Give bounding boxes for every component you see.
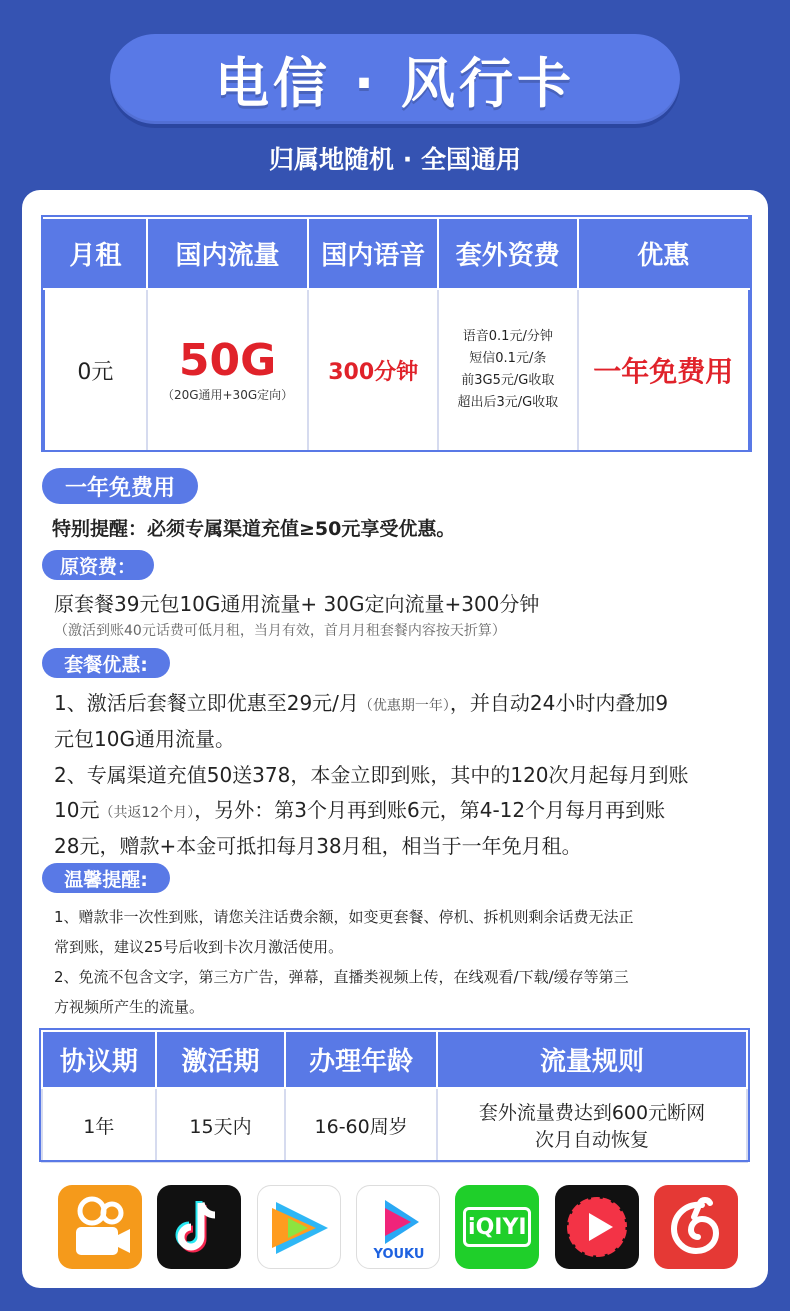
discount-line4 bbox=[54, 794, 665, 823]
discount-l4c: ，另外：第3个月再到账6元，第4-12个月每月再到账 bbox=[194, 798, 666, 822]
tencent-video-icon bbox=[257, 1185, 341, 1269]
tips-line3: 2、免流不包含文字，第三方广告，弹幕，直播类视频上传，在线观看/下载/缓存等第三 bbox=[54, 968, 629, 986]
fee-line: 前3G5元/G收取 bbox=[461, 373, 555, 388]
content-card bbox=[22, 190, 768, 1288]
tips-line1: 1、赠款非一次性到账，请您关注话费余额，如变更套餐、停机、拆机则剩余话费无法正 bbox=[54, 908, 634, 926]
discount-line5: 28元，赠款+本金可抵扣每月38月租，相当于一年免月租。 bbox=[54, 834, 582, 858]
promo-value: 一年免费用 bbox=[578, 289, 749, 451]
fees-cell bbox=[438, 289, 578, 451]
special-notice: 特别提醒：必须专属渠道充值≥50元享受优惠。 bbox=[52, 518, 456, 540]
original-tag: 原资费： bbox=[42, 550, 154, 580]
original-line2: （激活到账40元话费可低月租，当月有效，首月月租套餐内容按天折算） bbox=[54, 623, 506, 639]
discount-l1a: 1、激活后套餐立即优惠至29元/月 bbox=[54, 691, 359, 715]
youku-label: YOUKU bbox=[373, 1247, 425, 1262]
page-subtitle: 归属地随机 · 全国通用 bbox=[269, 145, 521, 174]
data-note: （20G通用+30G定向） bbox=[161, 387, 294, 402]
data-cell bbox=[147, 289, 309, 451]
header-period: 协议期 bbox=[42, 1031, 156, 1088]
plan-table bbox=[43, 217, 750, 452]
iqiyi-icon bbox=[455, 1185, 539, 1269]
data-value: 50G bbox=[178, 335, 277, 387]
header-rule: 流量规则 bbox=[437, 1031, 747, 1088]
douyin-icon bbox=[157, 1185, 241, 1269]
rent-value: 0元 bbox=[44, 289, 147, 451]
discount-line2: 元包10G通用流量。 bbox=[54, 727, 235, 751]
header-age: 办理年龄 bbox=[285, 1031, 437, 1088]
header-activation: 激活期 bbox=[156, 1031, 286, 1088]
discount-l1b: （优惠期一年） bbox=[358, 698, 450, 714]
voice-value: 300分钟 bbox=[308, 289, 438, 451]
iqiyi-label: iQIYI bbox=[463, 1207, 531, 1247]
activation-value: 15天内 bbox=[156, 1088, 286, 1162]
fee-line: 超出后3元/G收取 bbox=[457, 395, 559, 410]
header-rent: 月租 bbox=[44, 218, 147, 289]
app-icon-row bbox=[58, 1185, 738, 1269]
kuaishou-icon bbox=[58, 1185, 142, 1269]
period-value: 1年 bbox=[42, 1088, 156, 1162]
original-line1: 原套餐39元包10G通用流量+ 30G定向流量+300分钟 bbox=[54, 592, 540, 616]
promo-tag: 一年免费用 bbox=[42, 468, 198, 504]
rule-line1: 套外流量费达到600元断网 bbox=[478, 1102, 706, 1124]
age-value: 16-60周岁 bbox=[285, 1088, 437, 1162]
watermelon-video-icon bbox=[555, 1185, 639, 1269]
discount-line1 bbox=[54, 687, 668, 716]
terms-table bbox=[41, 1030, 748, 1163]
rule-line2: 次月自动恢复 bbox=[534, 1129, 649, 1151]
tips-tag: 温馨提醒: bbox=[42, 863, 170, 893]
rule-cell bbox=[437, 1088, 747, 1162]
header-promo: 优惠 bbox=[578, 218, 749, 289]
header-voice: 国内语音 bbox=[308, 218, 438, 289]
netease-music-icon bbox=[654, 1185, 738, 1269]
fee-line: 语音0.1元/分钟 bbox=[462, 329, 553, 344]
header-fees: 套外资费 bbox=[438, 218, 578, 289]
page-title: 电信 · 风行卡 bbox=[214, 51, 576, 115]
header-data: 国内流量 bbox=[147, 218, 309, 289]
discount-tag: 套餐优惠: bbox=[42, 648, 170, 678]
youku-icon bbox=[356, 1185, 440, 1269]
tips-line4: 方视频所产生的流量。 bbox=[54, 998, 205, 1016]
fee-line: 短信0.1元/条 bbox=[469, 351, 547, 366]
discount-l1c: ，并自动24小时内叠加9 bbox=[449, 691, 669, 715]
title-banner bbox=[110, 34, 680, 124]
discount-l4b: （共返12个月） bbox=[99, 805, 195, 821]
discount-line3: 2、专属渠道充值50送378，本金立即到账，其中的120次月起每月到账 bbox=[54, 763, 689, 787]
discount-l4a: 10元 bbox=[54, 798, 100, 822]
tips-line2: 常到账，建议25号后收到卡次月激活使用。 bbox=[54, 938, 344, 956]
